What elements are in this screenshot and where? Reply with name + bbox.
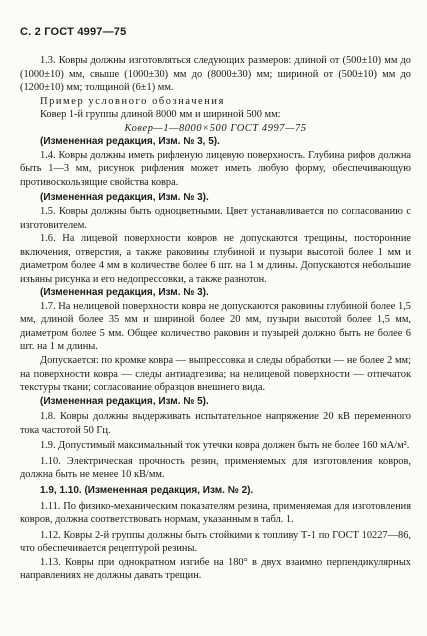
example-designation: Ковер—1—8000×500 ГОСТ 4997—75 xyxy=(124,122,307,134)
clause-1-12: 1.12. Ковры 2-й группы должны быть стойкими к топливу Т-1 по ГОСТ 10227—86, что обеспечивается рецептурой резины. xyxy=(20,529,411,555)
example-text: Ковер 1-й группы длиной 8000 мм и шириной 500 мм: xyxy=(40,109,281,121)
amendment-note: (Измененная редакция, Изм. № 3). xyxy=(40,192,209,204)
clause-1-3: 1.3. Ковры должны изготовляться следующих размеров: длиной от (500±10) мм до (1000±10) мм, свыше (1000±30) мм до (8000±30) мм; шириной от (500±10) мм до (1200±10) мм; толщиной (6±1) мм. xyxy=(20,55,411,94)
clause-1-7-allowance: Допускается: по кромке ковра — выпрессовка и следы обработки — не более 2 мм; на поверхности ковра — следы антиадгезива; на нелицевой поверхности — отпечаток текстуры ткани; согласование образцов внешнего вида. xyxy=(20,355,411,394)
clause-1-7: 1.7. На нелицевой поверхности ковра не допускаются раковины глубиной более 1,5 мм, длиной более 35 мм и шириной более 20 мм, пузыри высотой более 1,5 мм, диаметром более 5 мм. Общее количество раковин и пузырей должно быть не более 6 шт. на 1 м длины. xyxy=(20,300,411,353)
amendment-note: (Измененная редакция, Изм. № 3). xyxy=(40,287,209,299)
clause-1-6: 1.6. На лицевой поверхности ковров не допускаются трещины, посторонние включения, отверстия, а также раковины глубиной и пузыри высотой более 1 мм и диаметром более 4 мм в количестве более 6 шт. на 1 м длины. Допускаются небольшие изъяны рисунка и его недопрессовки, а также разнотон. xyxy=(20,233,411,285)
example-heading: Пример условного обозначения xyxy=(40,95,225,107)
clause-1-11: 1.11. По физико-механическим показателям резина, применяемая для изготовления ковров, должна соответствовать нормам, указанным в табл. 1. xyxy=(20,500,411,526)
clause-1-13: 1.13. Ковры при однократном изгибе на 180° в двух взаимно перпендикулярных направлениях не должны давать трещин. xyxy=(20,556,411,582)
document-body xyxy=(20,54,411,583)
clause-1-5: 1.5. Ковры должны быть одноцветными. Цвет устанавливается по согласованию с изготовителем. xyxy=(20,206,411,231)
amendment-note: 1.9, 1.10. (Измененная редакция, Изм. № 2). xyxy=(40,484,254,496)
clause-1-4: 1.4. Ковры должны иметь рифленую лицевую поверхность. Глубина рифов должна быть 1—3 мм, рисунок рифления может иметь любую форму, обеспечивающую противоскользящие свойства ковра. xyxy=(20,149,411,188)
page-header: С. 2 ГОСТ 4997—75 xyxy=(20,26,127,38)
clause-1-8: 1.8. Ковры должны выдерживать испытательное напряжение 20 кВ переменного тока частотой 50 Гц. xyxy=(20,411,411,436)
amendment-note: (Измененная редакция, Изм. № 5). xyxy=(40,395,209,407)
clause-1-9: 1.9. Допустимый максимальный ток утечки ковра должен быть не более 160 мА/м². xyxy=(40,440,410,452)
amendment-note: (Измененная редакция, Изм. № 3, 5). xyxy=(40,136,220,148)
clause-1-10: 1.10. Электрическая прочность резин, применяемых для изготовления ковров, должна быть не менее 10 кВ/мм. xyxy=(20,455,411,481)
